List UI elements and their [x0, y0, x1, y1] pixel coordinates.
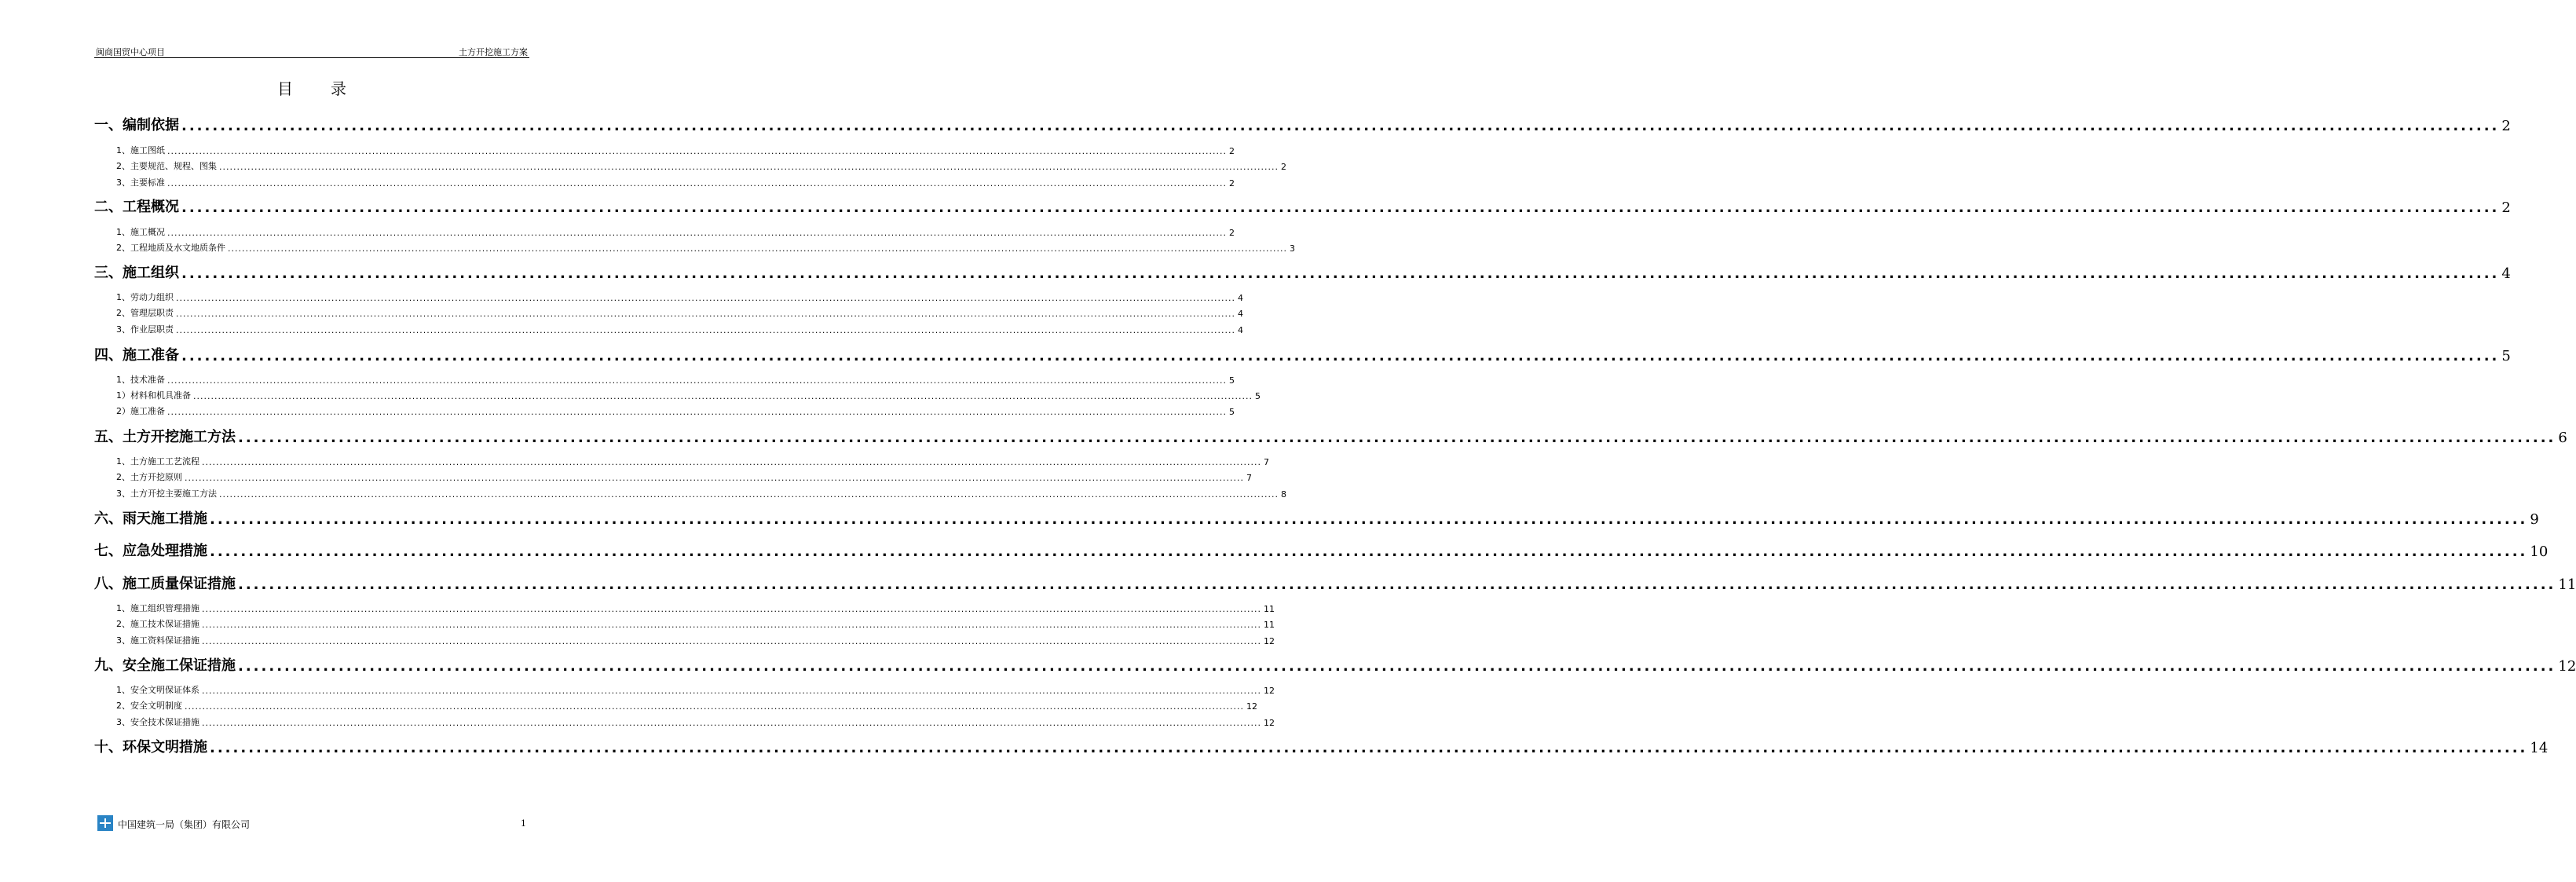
- toc-chapter-entry[interactable]: [94, 197, 2511, 216]
- toc-dot-leader: ............................................................................................................................................................................................................................................................................................................: [238, 576, 2556, 593]
- toc-entry-label: 一、编制依据: [94, 117, 179, 134]
- toc-section-entry[interactable]: [116, 487, 1286, 500]
- toc-section-entry[interactable]: [116, 323, 1243, 335]
- page-header: [94, 44, 529, 58]
- toc-dot-leader: ............................................................................................................................................................................................................................................................................................................: [193, 391, 1253, 401]
- toc-entry-page-number: 12: [1263, 636, 1275, 646]
- toc-dot-leader: ............................................................................................................................................................................................................................................................................................................: [181, 265, 2500, 282]
- toc-dot-leader: ............................................................................................................................................................................................................................................................................................................: [181, 199, 2500, 216]
- toc-entry-page-number: 4: [1237, 309, 1243, 319]
- toc-entry-page-number: 2: [2501, 199, 2511, 216]
- toc-entry-label: 六、雨天施工措施: [94, 511, 207, 527]
- toc-entry-page-number: 12: [2558, 658, 2576, 675]
- toc-dot-leader: ............................................................................................................................................................................................................................................................................................................: [202, 718, 1261, 728]
- toc-entry-label: 3、作业层职责: [116, 324, 174, 335]
- toc-section-entry[interactable]: [116, 225, 1235, 238]
- toc-dot-leader: ............................................................................................................................................................................................................................................................................................................: [185, 701, 1244, 712]
- footer-page-number: 1: [521, 818, 526, 829]
- toc-entry-page-number: 5: [2501, 348, 2511, 364]
- toc-section-entry[interactable]: [116, 470, 1252, 483]
- toc-section-entry[interactable]: [116, 373, 1235, 386]
- toc-dot-leader: ............................................................................................................................................................................................................................................................................................................: [181, 348, 2500, 364]
- toc-dot-leader: ............................................................................................................................................................................................................................................................................................................: [238, 430, 2556, 446]
- toc-dot-leader: ............................................................................................................................................................................................................................................................................................................: [228, 243, 1287, 254]
- toc-entry-label: 1、土方施工工艺流程: [116, 456, 199, 467]
- toc-dot-leader: ............................................................................................................................................................................................................................................................................................................: [167, 407, 1227, 417]
- toc-chapter-entry[interactable]: [94, 541, 2549, 560]
- toc-chapter-entry[interactable]: [94, 115, 2511, 134]
- toc-entry-label: 1、劳动力组织: [116, 292, 174, 302]
- toc-dot-leader: ............................................................................................................................................................................................................................................................................................................: [202, 686, 1261, 696]
- toc-chapter-entry[interactable]: [94, 509, 2539, 528]
- toc-entry-label: 七、应急处理措施: [94, 543, 207, 559]
- toc-section-entry[interactable]: [116, 291, 1243, 303]
- toc-entry-label: 1、施工图纸: [116, 145, 165, 156]
- toc-dot-leader: ............................................................................................................................................................................................................................................................................................................: [202, 620, 1261, 630]
- toc-entry-page-number: 12: [1246, 701, 1257, 712]
- toc-entry-label: 1、安全文明保证体系: [116, 685, 199, 695]
- toc-entry-page-number: 4: [2501, 265, 2511, 282]
- toc-dot-leader: ............................................................................................................................................................................................................................................................................................................: [185, 473, 1244, 483]
- toc-entry-page-number: 9: [2530, 511, 2539, 528]
- toc-section-entry[interactable]: [116, 634, 1275, 646]
- toc-dot-leader: ............................................................................................................................................................................................................................................................................................................: [210, 740, 2528, 756]
- toc-entry-page-number: 2: [1280, 162, 1286, 172]
- toc-entry-label: 1、施工组织管理措施: [116, 603, 199, 613]
- toc-entry-label: 2）施工准备: [116, 406, 165, 416]
- toc-entry-page-number: 2: [1228, 228, 1235, 238]
- toc-entry-label: 2、施工技术保证措施: [116, 619, 199, 629]
- toc-section-entry[interactable]: [116, 389, 1261, 401]
- toc-entry-page-number: 11: [2558, 576, 2576, 593]
- footer-company-name: 中国建筑一局（集团）有限公司: [118, 819, 251, 830]
- toc-entry-label: 1）材料和机具准备: [116, 390, 191, 401]
- toc-entry-label: 四、施工准备: [94, 347, 179, 364]
- toc-entry-page-number: 11: [1263, 620, 1275, 630]
- header-project-name: 闽商国贸中心项目: [96, 47, 165, 57]
- cscec-logo-icon: [97, 815, 113, 831]
- toc-entry-label: 三、施工组织: [94, 265, 179, 281]
- toc-section-entry[interactable]: [116, 455, 1269, 467]
- toc-section-entry[interactable]: [116, 715, 1275, 728]
- header-divider: [94, 57, 529, 58]
- toc-entry-label: 1、施工概况: [116, 227, 165, 237]
- toc-dot-leader: ............................................................................................................................................................................................................................................................................................................: [238, 658, 2556, 675]
- toc-dot-leader: ............................................................................................................................................................................................................................................................................................................: [202, 604, 1261, 614]
- toc-dot-leader: ............................................................................................................................................................................................................................................................................................................: [202, 636, 1261, 646]
- toc-entry-page-number: 10: [2530, 543, 2549, 560]
- toc-chapter-entry[interactable]: [94, 346, 2511, 364]
- toc-entry-label: 2、主要规范、规程、图集: [116, 161, 217, 171]
- toc-section-entry[interactable]: [116, 404, 1235, 417]
- toc-dot-leader: ............................................................................................................................................................................................................................................................................................................: [167, 375, 1227, 386]
- toc-entry-page-number: 8: [1280, 489, 1286, 500]
- toc-dot-leader: ............................................................................................................................................................................................................................................................................................................: [219, 162, 1279, 172]
- toc-entry-label: 2、工程地质及水文地质条件: [116, 243, 225, 253]
- toc-entry-label: 3、土方开挖主要施工方法: [116, 489, 217, 499]
- toc-entry-label: 2、土方开挖原则: [116, 472, 182, 482]
- toc-dot-leader: ............................................................................................................................................................................................................................................................................................................: [210, 543, 2528, 560]
- toc-chapter-entry[interactable]: [94, 656, 2576, 675]
- page-footer: [94, 814, 529, 834]
- toc-dot-leader: ............................................................................................................................................................................................................................................................................................................: [181, 118, 2500, 134]
- toc-entry-page-number: 5: [1254, 391, 1261, 401]
- toc-entry-page-number: 4: [1237, 325, 1243, 335]
- toc-entry-label: 3、主要标准: [116, 177, 165, 188]
- toc-entry-page-number: 2: [1228, 146, 1235, 156]
- toc-entry-page-number: 12: [1263, 686, 1275, 696]
- toc-dot-leader: ............................................................................................................................................................................................................................................................................................................: [176, 325, 1235, 335]
- toc-chapter-entry[interactable]: [94, 737, 2549, 756]
- toc-chapter-entry[interactable]: [94, 263, 2511, 282]
- toc-entry-page-number: 12: [1263, 718, 1275, 728]
- toc-dot-leader: ............................................................................................................................................................................................................................................................................................................: [210, 511, 2528, 528]
- toc-section-entry[interactable]: [116, 602, 1275, 614]
- toc-entry-page-number: 4: [1237, 293, 1243, 303]
- toc-entry-label: 五、土方开挖施工方法: [94, 429, 236, 445]
- toc-entry-page-number: 11: [1263, 604, 1275, 614]
- toc-chapter-entry[interactable]: [94, 574, 2576, 593]
- toc-entry-label: 2、管理层职责: [116, 308, 174, 318]
- page-title: 目录: [277, 79, 384, 98]
- toc-entry-label: 二、工程概况: [94, 199, 179, 215]
- toc-section-entry[interactable]: [116, 617, 1275, 630]
- toc-entry-label: 3、安全技术保证措施: [116, 717, 199, 727]
- toc-section-entry[interactable]: [116, 159, 1286, 172]
- header-document-name: 土方开挖施工方案: [459, 47, 528, 57]
- toc-dot-leader: ............................................................................................................................................................................................................................................................................................................: [202, 457, 1261, 467]
- toc-section-entry[interactable]: [116, 306, 1243, 319]
- toc-entry-label: 九、安全施工保证措施: [94, 657, 236, 674]
- toc-dot-leader: ............................................................................................................................................................................................................................................................................................................: [176, 309, 1235, 319]
- toc-entry-page-number: 3: [1289, 243, 1295, 254]
- toc-section-entry[interactable]: [116, 241, 1295, 254]
- toc-entry-label: 十、环保文明措施: [94, 739, 207, 756]
- toc-section-entry[interactable]: [116, 144, 1235, 156]
- toc-entry-page-number: 7: [1263, 457, 1269, 467]
- toc-dot-leader: ............................................................................................................................................................................................................................................................................................................: [167, 146, 1227, 156]
- toc-entry-page-number: 7: [1246, 473, 1252, 483]
- toc-entry-page-number: 5: [1228, 375, 1235, 386]
- toc-dot-leader: ............................................................................................................................................................................................................................................................................................................: [176, 293, 1235, 303]
- toc-entry-page-number: 6: [2558, 430, 2567, 446]
- toc-entry-page-number: 2: [1228, 178, 1235, 188]
- toc-entry-label: 八、施工质量保证措施: [94, 576, 236, 592]
- toc-chapter-entry[interactable]: [94, 427, 2567, 446]
- toc-entry-page-number: 14: [2530, 740, 2549, 756]
- toc-dot-leader: ............................................................................................................................................................................................................................................................................................................: [167, 178, 1227, 188]
- toc-dot-leader: ............................................................................................................................................................................................................................................................................................................: [219, 489, 1279, 500]
- toc-entry-label: 3、施工资料保证措施: [116, 635, 199, 646]
- toc-entry-page-number: 2: [2501, 118, 2511, 134]
- toc-entry-label: 2、安全文明制度: [116, 701, 182, 711]
- toc-entry-page-number: 5: [1228, 407, 1235, 417]
- toc-section-entry[interactable]: [116, 176, 1235, 188]
- toc-section-entry[interactable]: [116, 699, 1257, 712]
- toc-section-entry[interactable]: [116, 683, 1275, 696]
- toc-entry-label: 1、技术准备: [116, 375, 165, 385]
- toc-dot-leader: ............................................................................................................................................................................................................................................................................................................: [167, 228, 1227, 238]
